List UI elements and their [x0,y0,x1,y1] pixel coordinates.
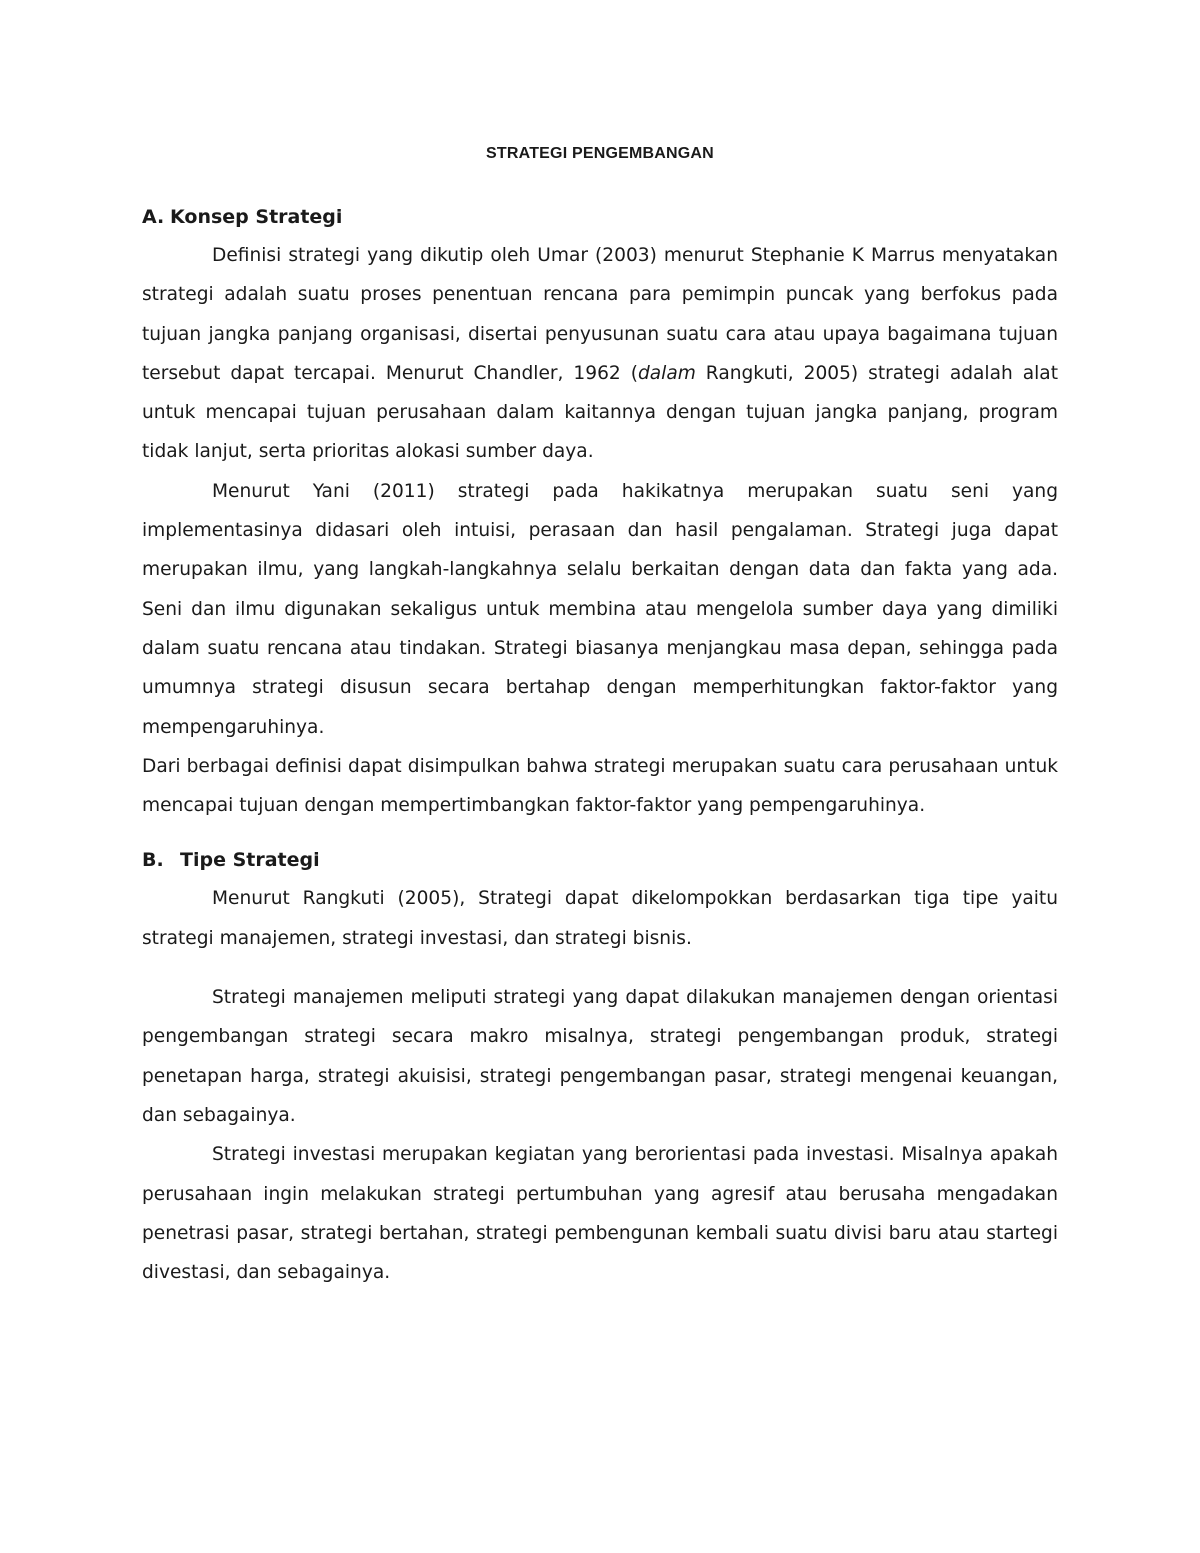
paragraph-strategi-manajemen: Strategi manajemen meliputi strategi yang dapat dilakukan manajemen dengan orientasi pengembangan strategi secara makro misalnya, strategi pengembangan produk, strategi penetapan harga, strategi akuisisi, strategi pengembangan pasar, strategi mengenai keuangan, dan sebagainya. [142,987,1058,1126]
spacer [142,958,1058,978]
paragraph-kesimpulan: Dari berbagai definisi dapat disimpulkan bahwa strategi merupakan suatu cara perusahaan untuk mencapai tujuan dengan mempertimbangkan faktor-faktor yang pempengaruhinya. [142,755,1058,817]
paragraph-menurut-yani: Menurut Yani (2011) strategi pada hakikatnya merupakan suatu seni yang implementasinya didasari oleh intuisi, perasaan dan hasil pengalaman. Strategi juga dapat merupakan ilmu, yang langkah-langkahnya selalu berkaitan dengan data dan fakta yang ada. Seni dan ilmu digunakan sekaligus untuk membina atau mengelola sumber daya yang dimiliki dalam suatu rencana atau tindakan. Strategi biasanya menjangkau masa depan, sehingga pada umumnya strategi disusun secara bertahap dengan memperhitungkan faktor-faktor yang mempengaruhinya. [142,480,1058,738]
section-letter: B. [142,849,164,872]
document-body [142,128,1058,1292]
paragraph-text: Definisi strategi yang dikutip oleh Umar (2003) menurut Stephanie K Marrus menyatakan strategi adalah suatu proses penentuan rencana para pemimpin puncak yang berfokus pada tujuan jangka panjang organisasi, disertai penyusunan suatu cara atau upaya bagaimana tujuan tersebut dapat tercapai. Menurut Chandler, 1962 ( [142,245,1058,384]
document-title: STRATEGI PENGEMBANGAN [486,145,714,162]
section-heading-tipe-strategi [142,843,1058,879]
section-heading-text: Konsep Strategi [170,206,343,228]
paragraph-definisi-strategi [142,236,1058,472]
italic-text: dalam [637,362,696,384]
paragraph-text: Rangkuti, 2005) strategi adalah alat untuk mencapai tujuan perusahaan dalam kaitannya dengan tujuan jangka panjang, program tidak lanjut, serta prioritas alokasi sumber daya. [142,362,1058,463]
paragraph-menurut-rangkuti: Menurut Rangkuti (2005), Strategi dapat dikelompokkan berdasarkan tiga tipe yaitu strategi manajemen, strategi investasi, dan strategi bisnis. [142,888,1058,949]
section-heading-text: Tipe Strategi [180,849,320,872]
spacer [142,825,1058,843]
section-letter: A. [142,206,165,228]
section-heading-konsep-strategi [142,200,1058,236]
paragraph-strategi-investasi: Strategi investasi merupakan kegiatan yang berorientasi pada investasi. Misalnya apakah perusahaan ingin melakukan strategi pertumbuhan yang agresif atau berusaha mengadakan penetrasi pasar, strategi bertahan, strategi pembengunan kembali suatu divisi baru atau startegi divestasi, dan sebagainya. [142,1144,1058,1284]
